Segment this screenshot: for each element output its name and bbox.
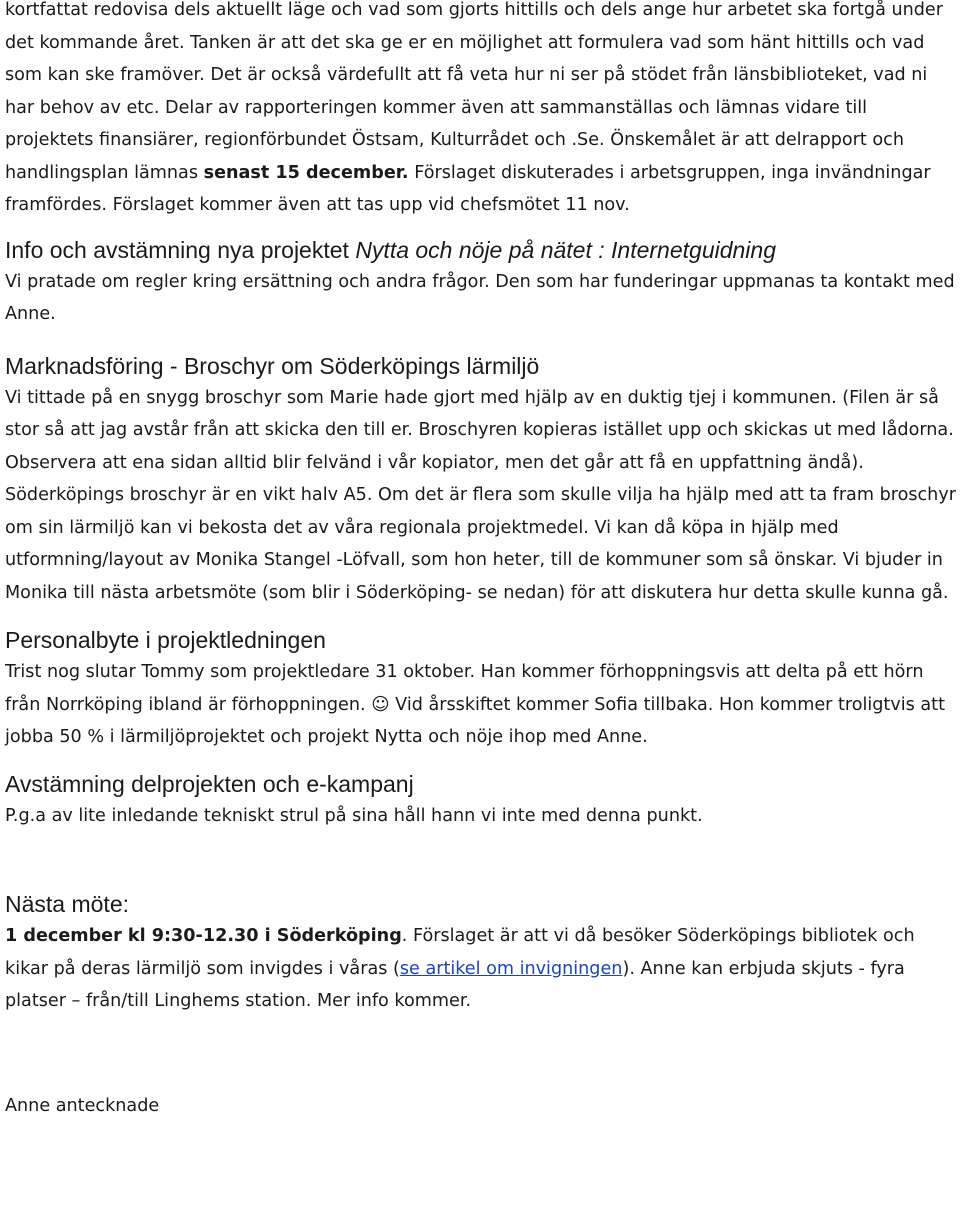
personal-text-1: Trist nog slutar Tommy som projektledare 31 oktober. Han kommer förhoppningsvis att delta på ett hörn från Norrköping ibland är förhoppningen. <box>5 662 924 715</box>
nasta-text-2: ). Anne kan erbjuda skjuts - fyra platser – från/till Linghems station. Mer info kommer. <box>5 958 905 1011</box>
info-heading <box>5 234 957 266</box>
personal-paragraph <box>5 656 957 754</box>
personal-heading: Personalbyte i projektledningen <box>5 627 326 653</box>
marknad-heading: Marknadsföring - Broschyr om Söderköpings lärmiljö <box>5 352 540 379</box>
signoff: Anne antecknade <box>5 1095 160 1116</box>
nasta-date: 1 december kl 9:30-12.30 i Söderköping <box>5 926 402 946</box>
personal-text-2: Vid årsskiftet kommer Sofia tillbaka. Hon kommer troligtvis att jobba 50 % i lärmiljöprojektet och projekt Nytta och nöje ihop med Anne. <box>5 694 945 747</box>
info-heading-project: Nytta och nöje på nätet : Internetguidning <box>355 236 776 263</box>
info-heading-prefix: Info och avstämning nya projektet <box>5 236 356 263</box>
delprojekt-paragraph: P.g.a av lite inledande tekniskt strul på sina håll hann vi inte med denna punkt. <box>5 805 703 826</box>
intro-text-1: kortfattat redovisa dels aktuellt läge och vad som gjorts hittills och dels ange hur arbetet ska fortgå under det kommande året. Tanken är att det ska ge er en möjlighet att formulera vad som hänt hittills och vad som kan ske framöver. Det är också värdefullt att få veta hur ni ser på stödet från länsbiblioteket, vad ni har behov av etc. Delar av rapporteringen kommer även att sammanställas och lämnas vidare till projektets finansiärer, regionförbundet Östsam, Kulturrådet och .Se. Önskemålet är att delrapport och handlingsplan lämnas <box>5 0 943 183</box>
intro-paragraph <box>5 0 957 222</box>
nasta-paragraph <box>5 920 957 1018</box>
nasta-text-1: . Förslaget är att vi då besöker Söderköpings bibliotek och kikar på deras lärmiljö som invigdes i våras ( <box>5 926 915 979</box>
article-link[interactable]: se artikel om invigningen <box>399 958 623 979</box>
nasta-heading: Nästa möte: <box>5 891 129 917</box>
smiley-icon: ☺ <box>371 694 390 715</box>
marknad-paragraph: Vi tittade på en snygg broschyr som Marie hade gjort med hjälp av en duktig tjej i kommunen. (Filen är så stor så att jag avstår från att skicka den till er. Broschyren kopieras istället upp och skickas ut med lådorna. Observera att ena sidan alltid blir felvänd i vår kopiator, men det går att få en uppfattning ändå). Söderköpings broschyr är en vikt halv A5. Om det är flera som skulle vilja ha hjälp med att ta fram broschyr om sin lärmiljö kan vi bekosta det av våra regionala projektmedel. Vi kan då köpa in hjälp med utformning/layout av Monika Stangel -Löfvall, som hon heter, till de kommuner som så önskar. Vi bjuder in Monika till nästa arbetsmöte (som blir i Söderköping- se nedan) för att diskutera hur detta skulle kunna gå. <box>5 387 956 603</box>
delprojekt-heading: Avstämning delprojekten och e-kampanj <box>5 770 414 797</box>
intro-deadline: senast 15 december. <box>203 162 409 183</box>
info-paragraph: Vi pratade om regler kring ersättning och andra frågor. Den som har funderingar uppmanas ta kontakt med Anne. <box>5 271 955 324</box>
intro-text-2: Förslaget diskuterades i arbetsgruppen, inga invändningar framfördes. Förslaget kommer även att tas upp vid chefsmötet 11 nov. <box>5 162 931 215</box>
document-page <box>5 0 957 1122</box>
